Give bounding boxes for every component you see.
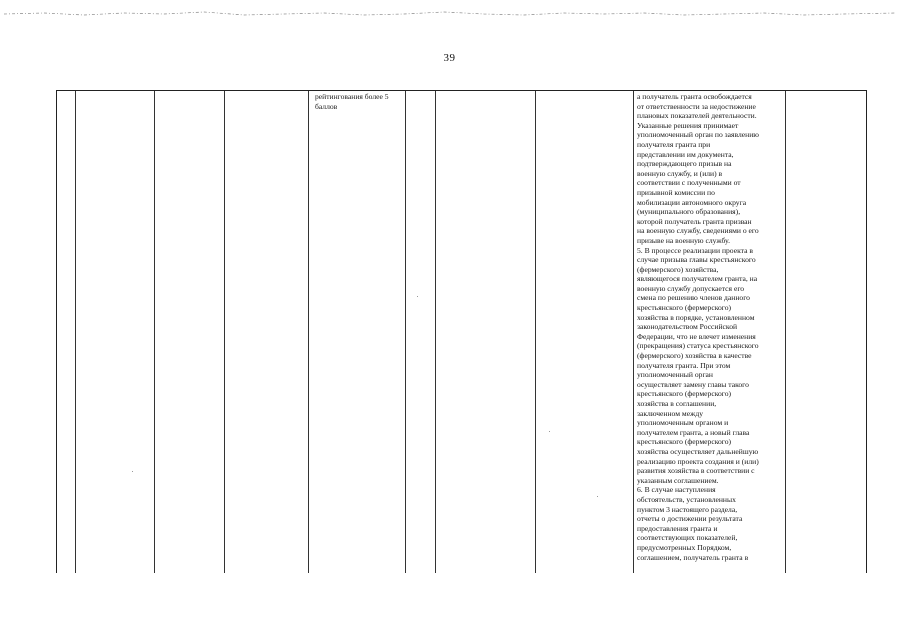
text-line: уполномоченный орган по заявлению bbox=[637, 130, 759, 140]
text-line: представлении им документа, bbox=[637, 149, 734, 159]
conditions-paragraph bbox=[637, 92, 780, 562]
text-line: а получатель гранта освобождается bbox=[637, 92, 752, 101]
table-column-7 bbox=[436, 91, 536, 573]
document-table bbox=[56, 90, 867, 573]
text-line: пунктом 3 настоящего раздела, bbox=[637, 504, 738, 514]
text-line: которой получатель гранта призван bbox=[637, 216, 752, 226]
text-line: хозяйства осуществляет дальнейшую bbox=[637, 446, 759, 456]
text-line: хозяйства в соглашении, bbox=[637, 399, 717, 408]
text-line: указанным соглашением. bbox=[637, 475, 719, 485]
page-number: 39 bbox=[443, 52, 456, 64]
table-column-8 bbox=[536, 91, 634, 573]
table-column-10 bbox=[786, 91, 866, 573]
text-line: на военную службу, сведениями о его bbox=[637, 226, 759, 236]
text-line: получателем гранта, а новый глава bbox=[637, 427, 750, 437]
text-line: крестьянского (фермерского) bbox=[637, 437, 732, 447]
text-line: предусмотренных Порядком, bbox=[637, 542, 732, 552]
text-line: 6. В случае наступления bbox=[637, 485, 716, 495]
text-line: предоставления гранта и bbox=[637, 523, 718, 533]
text-line: смена по решению членов данного bbox=[637, 293, 750, 303]
text-line: Федерации, что не влечет изменения bbox=[637, 331, 756, 341]
text-line: от ответственности за недостижение bbox=[637, 101, 756, 111]
table-column-3 bbox=[155, 91, 225, 573]
scan-noise-strip bbox=[4, 10, 896, 18]
text-line: военную службу, и (или) в bbox=[637, 168, 723, 178]
text-line: обстоятельств, установленных bbox=[637, 494, 736, 504]
text-line: получателя гранта. При этом bbox=[637, 360, 731, 370]
text-line: случае призыва главы крестьянского bbox=[637, 255, 756, 265]
text-line: соответствии с полученными от bbox=[637, 178, 741, 188]
text-line: уполномоченным органом и bbox=[637, 418, 729, 428]
text-line: реализацию проекта создания и (или) bbox=[637, 456, 759, 466]
text-line: хозяйства в порядке, установленном bbox=[637, 312, 755, 322]
scan-speck bbox=[417, 296, 418, 297]
text-line: уполномоченный орган bbox=[637, 370, 713, 380]
text-line: (фермерского) хозяйства, bbox=[637, 264, 719, 274]
text-line: являющегося получателем гранта, на bbox=[637, 274, 758, 284]
text-line: крестьянского (фермерского) bbox=[637, 389, 732, 399]
table-column-5 bbox=[309, 91, 406, 573]
text-line: (прекращения) статуса крестьянского bbox=[637, 341, 759, 351]
text-line: осуществляет замену главы такого bbox=[637, 379, 749, 389]
table-column-1 bbox=[57, 91, 76, 573]
text-line: Указанные решения принимает bbox=[637, 120, 739, 130]
scan-speck bbox=[549, 431, 550, 432]
text-line: (фермерского) хозяйства в качестве bbox=[637, 351, 752, 361]
text-line: соглашением, получатель гранта в bbox=[637, 552, 749, 562]
text-line: крестьянского (фермерского) bbox=[637, 303, 732, 313]
text-line: военную службу допускается его bbox=[637, 283, 745, 293]
conditions-cell-text bbox=[637, 92, 780, 562]
text-line: заключенном между bbox=[637, 408, 703, 418]
text-line: мобилизации автономного округа bbox=[637, 197, 747, 207]
scan-speck bbox=[132, 471, 133, 472]
text-line: призыве на военную службу. bbox=[637, 235, 730, 245]
text-line: развития хозяйства в соответствии с bbox=[637, 466, 755, 476]
text-line: (муниципального образования), bbox=[637, 207, 741, 217]
table-column-2 bbox=[76, 91, 155, 573]
rating-cell-paragraph: рейтингования более 5 баллов bbox=[315, 92, 389, 111]
text-line: подтверждающего призыв на bbox=[637, 159, 732, 169]
rating-cell-text bbox=[315, 92, 405, 111]
text-line: законодательством Российской bbox=[637, 322, 738, 332]
text-line: плановых показателей деятельности. bbox=[637, 111, 757, 121]
text-line: соответствующих показателей, bbox=[637, 533, 738, 543]
scan-speck bbox=[597, 496, 598, 497]
text-line: отчеты о достижении результата bbox=[637, 514, 743, 524]
table-column-4 bbox=[225, 91, 309, 573]
text-line: получателя гранта при bbox=[637, 139, 711, 149]
table-column-6 bbox=[406, 91, 436, 573]
text-line: 5. В процессе реализации проекта в bbox=[637, 245, 753, 255]
text-line: призывной комиссии по bbox=[637, 187, 715, 197]
